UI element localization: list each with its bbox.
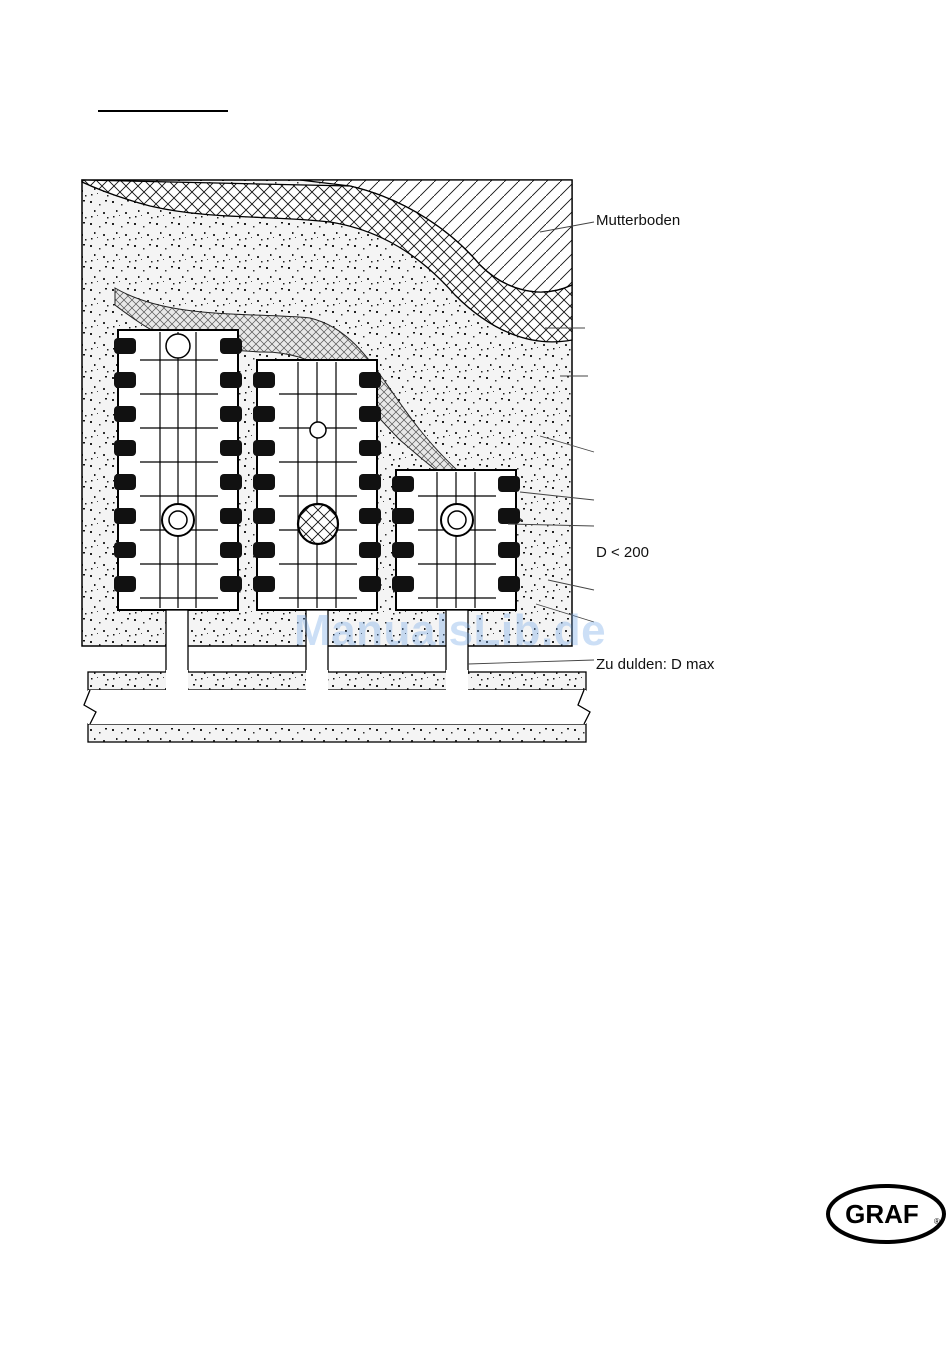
infiltration-module-right [392, 470, 520, 610]
graf-logo-registered: ® [934, 1217, 940, 1226]
infiltration-module-middle [253, 360, 381, 610]
callout-topsoil: Mutterboden [596, 212, 681, 229]
foundation-base-strip [84, 670, 590, 742]
graf-logo-text: GRAF [845, 1199, 919, 1229]
infiltration-module-left [114, 330, 242, 610]
watermark: ManualsLib.de [294, 606, 607, 655]
graf-logo [826, 1184, 946, 1244]
callout-size-limit: D < 200 [596, 544, 649, 561]
callout-max-depth: Zu dulden: D max [596, 656, 715, 673]
